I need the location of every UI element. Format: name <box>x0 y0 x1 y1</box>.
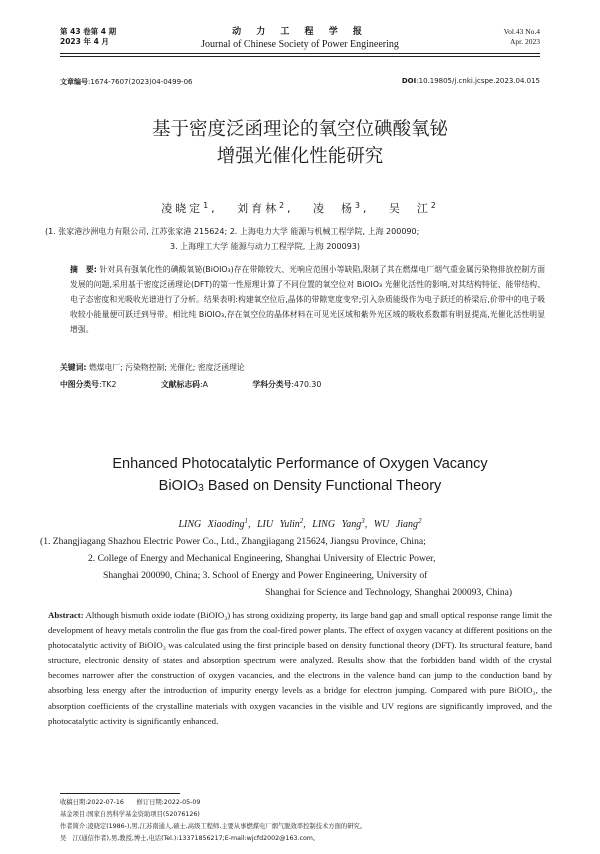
authors-en: LING Xiaoding$^1$, LIU Yulin$^2$, LING Yang$^3$, WU Jiang$^2$ <box>178 517 422 530</box>
title-en <box>0 453 600 500</box>
abstract-cn: 摘 要: 针对具有强氧化性的碘酸氧铋(BiOIO₃)存在带隙较大、光响应范围小等缺陷,限制了其在燃煤电厂烟气重金属污染物排放控制方面发展的问题,采用基于密度泛函理论(DFT)的第一性原理计算了不同位置的氧空位对 BiOIO₃ 光催化活性的影响,对其结构特征、能带结构、电子态密度和光吸收光谱进行了分析。结果表明:构建氧空位后,晶体的带隙宽度变窄;引入杂质能级作为电子跃迁的桥梁后,价带中的电子吸收较小能量便可跃迁到导带。相比纯 BiOIO₃,存在氧空位的晶体材料在可见光区域和紫外光区域的吸收系数都有明显提高,光催化活性明显增强。 <box>70 265 545 334</box>
header-rule-thin <box>60 56 540 57</box>
author-en: WU Jiang$^2$ <box>373 517 422 530</box>
classification-cn <box>60 379 550 390</box>
abstract-cn-label: 摘 要 <box>70 265 94 274</box>
author-cn: 吴 江$^2$ <box>388 201 439 215</box>
author-cn: 凌晓定$^1$ <box>161 201 212 215</box>
abstract-en-label: Abstract: <box>48 610 84 620</box>
abstract-cn-text: 针对具有强氧化性的碘酸氧铋(BiOIO₃)存在带隙较大、光响应范围小等缺陷,限制了其在燃煤电厂烟气重金属污染物排放控制方面发展的问题,采用基于密度泛函理论(DFT)的第一性原理计算了不同位置的氧空位对 BiOIO₃ 光催化活性的影响,对其结构特征、能带结构、电子态密度和光吸收光谱进行了分析。结果表明:构建氧空位后,晶体的带隙宽度变窄;引入杂质能级作为电子跃迁的桥梁后,价带中的电子吸收较小能量便可跃迁到导带。相比纯 BiOIO₃,存在氧空位的晶体材料在可见光区域和紫外光区域的吸收系数都有明显提高,光催化活性明显增强。 <box>70 265 545 334</box>
subject-code: 学科分类号:470.30 <box>252 380 322 389</box>
title-en-line2: BiOIO3 Based on Density Functional Theory <box>158 478 442 494</box>
affiliation-en-line: Shanghai for Science and Technology, Shanghai 200093, China) <box>265 587 513 598</box>
author-en: LING Yang$^3$ <box>312 517 365 530</box>
abstract-en <box>48 608 552 729</box>
author-cn: 刘育林$^2$ <box>237 201 287 215</box>
footnote-dates: 收稿日期:2022-07-16 修订日期:2022-05-09 <box>60 799 201 806</box>
keywords-cn-text: 燃煤电厂; 污染物控制; 光催化; 密度泛函理论 <box>89 363 245 372</box>
footnote-rule <box>60 793 180 794</box>
header-volume-cn: 第 43 卷第 4 期 <box>60 27 117 36</box>
affiliation-en-line: Shanghai 200090, China; 3. School of Energy and Power Engineering, University of <box>103 570 428 581</box>
title-cn <box>0 116 600 170</box>
title-en-line1: Enhanced Photocatalytic Performance of Oxygen Vacancy <box>112 456 488 472</box>
article-meta <box>60 77 540 89</box>
author-cn: 凌 杨$^3$ <box>313 201 363 215</box>
header-rule-thick <box>60 53 540 54</box>
keywords-cn-label: 关键词 <box>60 363 84 372</box>
affiliation-cn-line: 3. 上海理工大学 能源与动力工程学院, 上海 200093) <box>170 242 361 251</box>
keywords-cn: 关键词: 燃煤电厂; 污染物控制; 光催化; 密度泛函理论 <box>60 363 245 372</box>
doi: DOI:10.19805/j.cnki.jcspe.2023.04.015 <box>401 77 540 85</box>
author-en: LIU Yulin$^2$ <box>256 517 304 530</box>
affiliation-en-line: 2. College of Energy and Mechanical Engineering, Shanghai University of Electric Power, <box>88 553 436 564</box>
article-number-label: 文章编号 <box>60 78 88 86</box>
journal-name-cn: 动 力 工 程 学 报 <box>232 27 368 37</box>
affiliations-en <box>40 533 570 601</box>
header-volume-en: Vol.43 No.4 <box>503 27 540 36</box>
article-number-value: 1674-7607(2023)04-0499-06 <box>90 78 193 86</box>
author-en: LING Xiaoding$^1$ <box>178 517 248 530</box>
affiliations-cn <box>45 224 580 254</box>
doi-label: DOI <box>401 77 417 85</box>
affiliation-cn-line: (1. 张家港沙洲电力有限公司, 江苏张家港 215624; 2. 上海电力大学 能源与机械工程学院, 上海 200090; <box>45 227 420 236</box>
header-date-cn: 2023 年 4 月 <box>60 37 109 46</box>
footnote-author-bio: 作者简介:凌晓定(1986-),男,江苏南通人,硕士,高级工程师,主要从事燃煤电厂烟气脱效率控制技术方面的研究。 <box>60 823 367 830</box>
journal-name-en: Journal of Chinese Society of Power Engineering <box>201 39 399 50</box>
authors-cn: 凌晓定$^1$, 刘育林$^2$, 凌 杨$^3$, 吴 江$^2$ <box>161 201 439 215</box>
title-cn-line2: 增强光催化性能研究 <box>216 146 384 167</box>
footnote-funding: 基金项目:国家自然科学基金资助项目(52076126) <box>60 811 200 818</box>
document-code: 文献标志码:A <box>160 380 208 389</box>
header-date-en: Apr. 2023 <box>510 37 540 46</box>
footnote-corresponding: 吴 江(通信作者),男,教授,博士,电话(Tel.):13371856217;E-mail:wjcfd2002@163.com。 <box>60 835 320 842</box>
doi-value: 10.19805/j.cnki.jcspe.2023.04.015 <box>418 77 540 85</box>
affiliation-en-line: (1. Zhangjiagang Shazhou Electric Power Co., Ltd., Zhangjiagang 215624, Jiangsu Province, China; <box>40 536 426 547</box>
running-header <box>0 0 600 60</box>
header-right <box>504 27 540 47</box>
footnotes <box>60 797 560 845</box>
abstract-en-text: Although bismuth oxide iodate (BiOIO₃) has strong oxidizing property, its large band gap and small optical response range limit the development of heavy metals controlin the flue gas from the coal-fired power plants. The effect of oxygen vacancy at different positions on the photocatalytic activity of BiOIO₃ was calculated using the first principle based on density functional theory (DFT). Its structural feature, band structure, electronic density of states and absorption spectrum were analyzed. Results show that the forbidden band width of the crystal becomes narrower after the construction of oxygen vacancies, and the electrons in the valence band can jump to the conduction band by absorbing less energy after the introduction of impurity energy levels as a bridge for electron jumping. Compared with pure BiOIO₃, the absorption coefficients of the crystalline materials with oxygen vacancies in the visible and UV regions are significantly improved, and the photocatalytic activity is significantly enhanced. <box>48 610 552 726</box>
article-number: 文章编号:1674-7607(2023)04-0499-06 <box>60 78 193 86</box>
clc-number: 中图分类号:TK2 <box>60 380 117 389</box>
title-cn-line1: 基于密度泛函理论的氧空位碘酸氧铋 <box>151 119 448 140</box>
